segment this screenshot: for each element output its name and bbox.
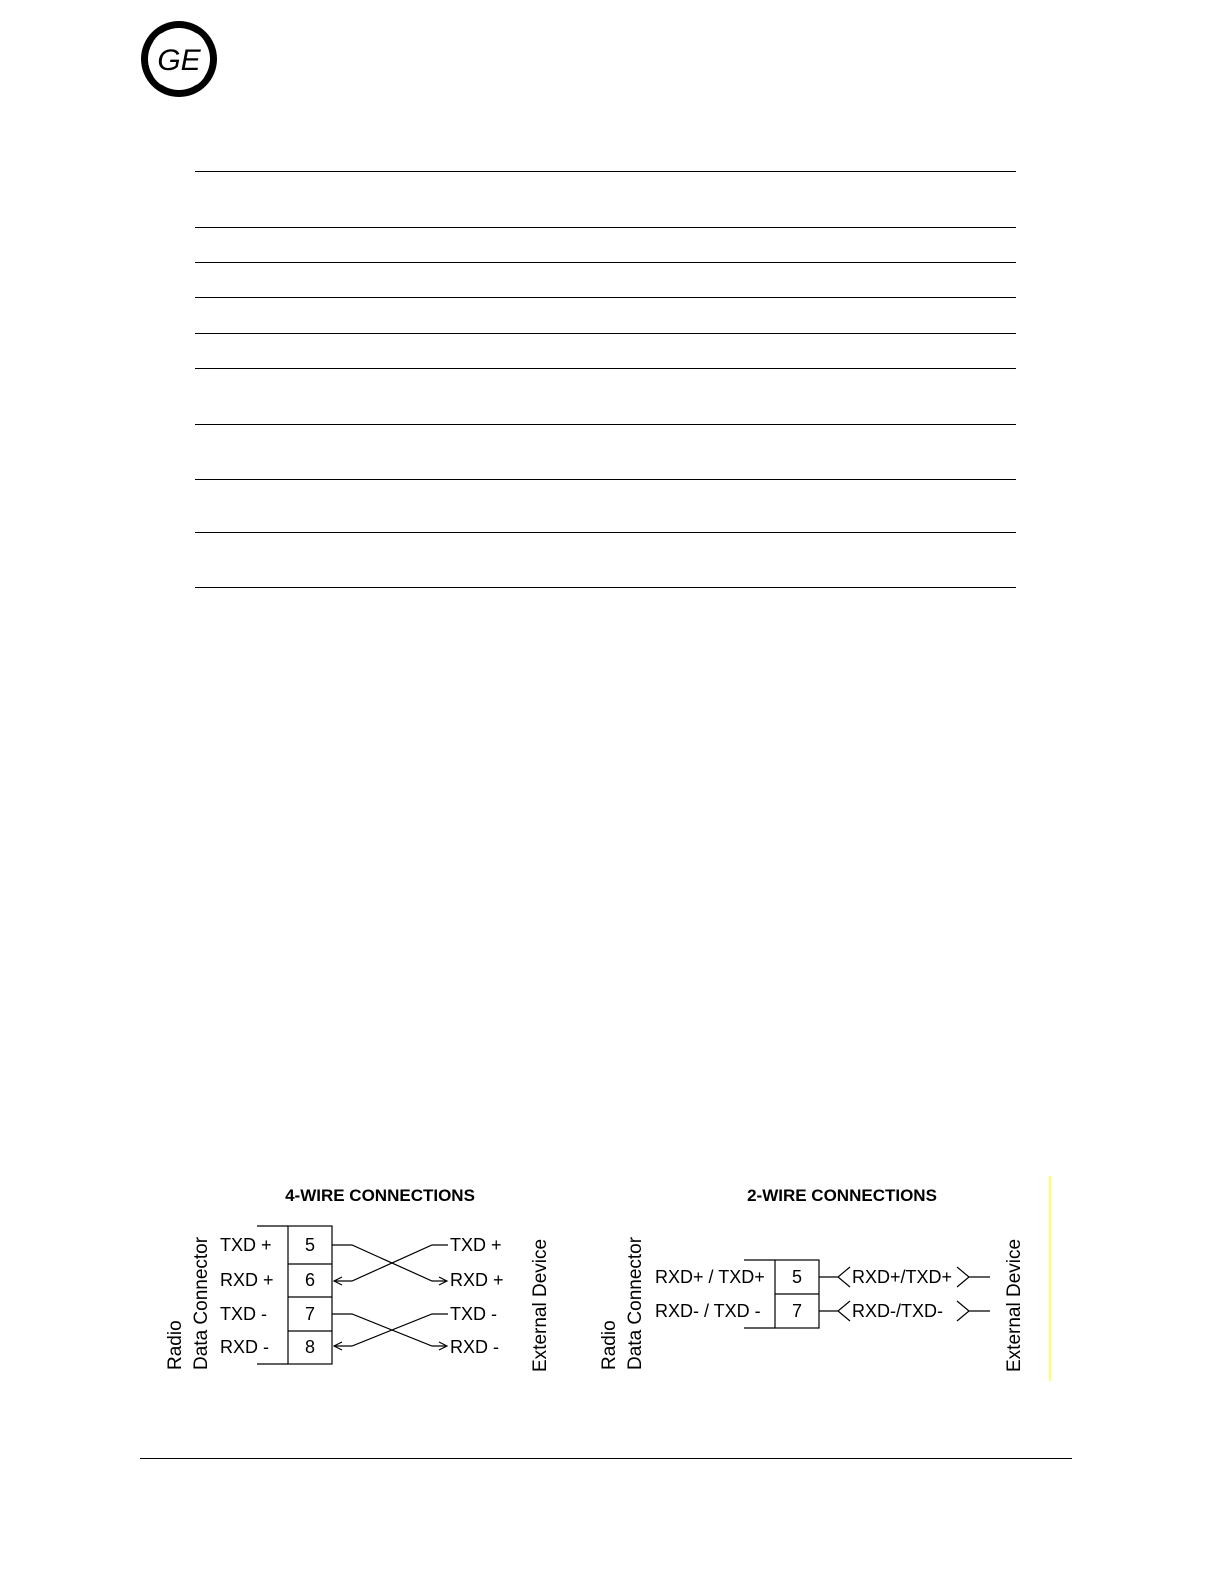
two-wire-title: 2-WIRE CONNECTIONS <box>747 1186 937 1205</box>
four-wire-pin-number: 8 <box>304 1337 316 1357</box>
four-wire-right-label: RXD - <box>450 1337 499 1357</box>
four-wire-left-label: TXD + <box>220 1235 272 1255</box>
highlight-mark <box>1049 1176 1051 1381</box>
wiring-diagram <box>150 1170 1070 1390</box>
table-rule <box>195 227 1016 228</box>
four-wire-external-device-label: External Device <box>530 1238 551 1372</box>
table-rule <box>195 368 1016 369</box>
four-wire-right-label: TXD + <box>450 1235 502 1255</box>
two-wire-pin-number: 7 <box>791 1301 803 1321</box>
table-rule <box>195 587 1016 588</box>
two-wire-pin-number: 5 <box>791 1267 803 1287</box>
footer-rule <box>140 1458 1072 1459</box>
table-rule <box>195 532 1016 533</box>
four-wire-right-label: TXD - <box>450 1304 497 1324</box>
two-wire-data-connector-label: Data Connector <box>625 1236 646 1370</box>
four-wire-left-label: RXD + <box>220 1270 274 1290</box>
table-rule <box>195 262 1016 263</box>
logo-text: GE <box>157 44 201 77</box>
table-rule <box>195 479 1016 480</box>
wire-rxd-minus <box>334 1314 448 1346</box>
four-wire-left-label: TXD - <box>220 1304 267 1324</box>
table-rule <box>195 424 1016 425</box>
table-rule <box>195 297 1016 298</box>
wire-rxd-txd-minus <box>819 1301 850 1321</box>
two-wire-right-label: RXD+/TXD+ <box>852 1267 953 1287</box>
wire-txd-plus <box>332 1245 447 1281</box>
four-wire-right-label: RXD + <box>450 1270 504 1290</box>
four-wire-pin-number: 5 <box>304 1235 316 1255</box>
two-wire-right-label: RXD-/TXD- <box>852 1301 943 1321</box>
four-wire-title: 4-WIRE CONNECTIONS <box>285 1186 475 1205</box>
table-rule <box>195 171 1016 172</box>
wire-txd-minus <box>332 1314 447 1346</box>
wire-rxd-plus <box>334 1245 448 1281</box>
wire-rxd-txd-plus <box>819 1267 850 1287</box>
two-wire-left-label: RXD+ / TXD+ <box>655 1267 765 1287</box>
two-wire-external-device-label: External Device <box>1004 1238 1025 1372</box>
four-wire-radio-label: Radio <box>165 1320 186 1370</box>
four-wire-left-label: RXD - <box>220 1337 269 1357</box>
four-wire-pin-number: 7 <box>304 1304 316 1324</box>
table-rule <box>195 333 1016 334</box>
four-wire-data-connector-label: Data Connector <box>191 1236 212 1370</box>
two-wire-radio-label: Radio <box>599 1320 620 1370</box>
four-wire-pin-number: 6 <box>304 1270 316 1290</box>
two-wire-diagram <box>599 1186 1025 1380</box>
two-wire-left-label: RXD- / TXD - <box>655 1301 761 1321</box>
spec-table <box>195 0 1016 600</box>
four-wire-diagram <box>165 1186 551 1372</box>
